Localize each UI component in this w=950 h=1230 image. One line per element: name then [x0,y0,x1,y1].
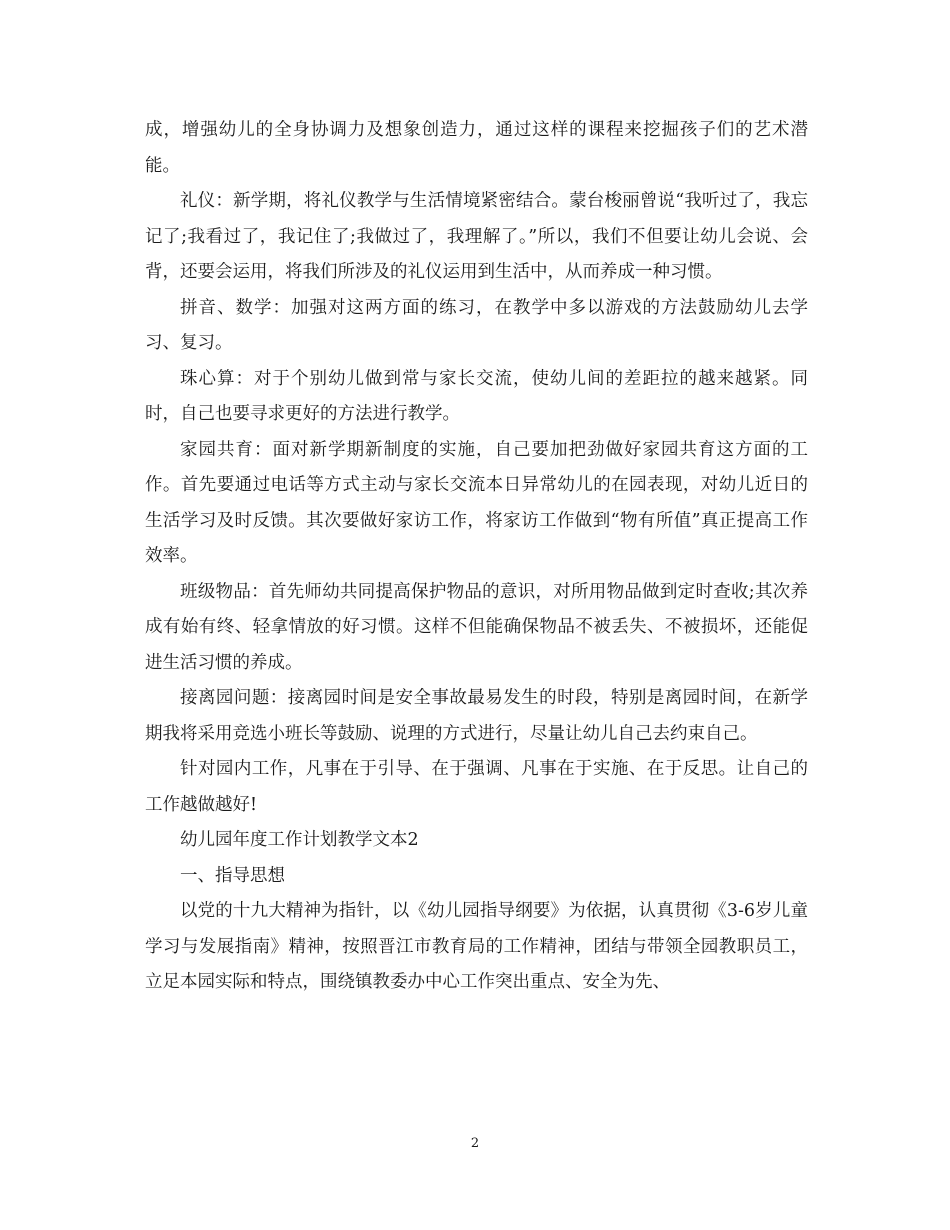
page-number: 2 [470,1136,480,1151]
paragraph-pinyin-math: 拼音、数学：加强对这两方面的练习，在教学中多以游戏的方法鼓励幼儿去学习、复习。 [145,297,808,353]
paragraph-class-items: 班级物品：首先师幼共同提高保护物品的意识，对所用物品做到定时查收;其次养成有始有终、轻拿情放的好习惯。这样不但能确保物品不被丢失、不被损坏，还能促进生活习惯的养成。 [145,581,808,673]
paragraph-pickup: 接离园问题：接离园时间是安全事故最易发生的时段，特别是离园时间，在新学期我将采用竞选小班长等鼓励、说理的方式进行，尽量让幼儿自己去约束自己。 [145,688,808,744]
document-body [145,113,808,1001]
paragraph-guiding-thought: 以党的十九大精神为指针，以《幼儿园指导纲要》为依据，认真贯彻《3-6岁儿童学习与发展指南》精神，按照晋江市教育局的工作精神，团结与带领全园教职员工，立足本园实际和特点，围绕镇教委办中心工作突出重点、安全为先、 [145,901,808,992]
paragraph-abacus: 珠心算：对于个别幼儿做到常与家长交流，使幼儿间的差距拉的越来越紧。同时，自己也要寻求更好的方法进行教学。 [145,368,808,424]
section-title: 幼儿园年度工作计划教学文本2 [180,830,419,850]
section-heading: 一、指导思想 [180,865,285,886]
paragraph-home-school: 家园共育：面对新学期新制度的实施，自己要加把劲做好家园共育这方面的工作。首先要通过电话等方式主动与家长交流本日异常幼儿的在园表现，对幼儿近日的生活学习及时反馈。其次要做好家访工作，将家访工作做到“物有所值”真正提高工作效率。 [145,439,808,566]
paragraph-etiquette: 礼仪：新学期，将礼仪教学与生活情境紧密结合。蒙台梭丽曾说“我听过了，我忘记了;我看过了，我记住了;我做过了，我理解了。”所以，我们不但要让幼儿会说、会背，还要会运用，将我们所涉及的礼仪运用到生活中，从而养成一种习惯。 [145,191,808,282]
paragraph-art-continuation: 成，增强幼儿的全身协调力及想象创造力，通过这样的课程来挖掘孩子们的艺术潜能。 [145,120,808,176]
paragraph-summary: 针对园内工作，凡事在于引导、在于强调、凡事在于实施、在于反思。让自己的工作越做越好! [145,759,808,815]
